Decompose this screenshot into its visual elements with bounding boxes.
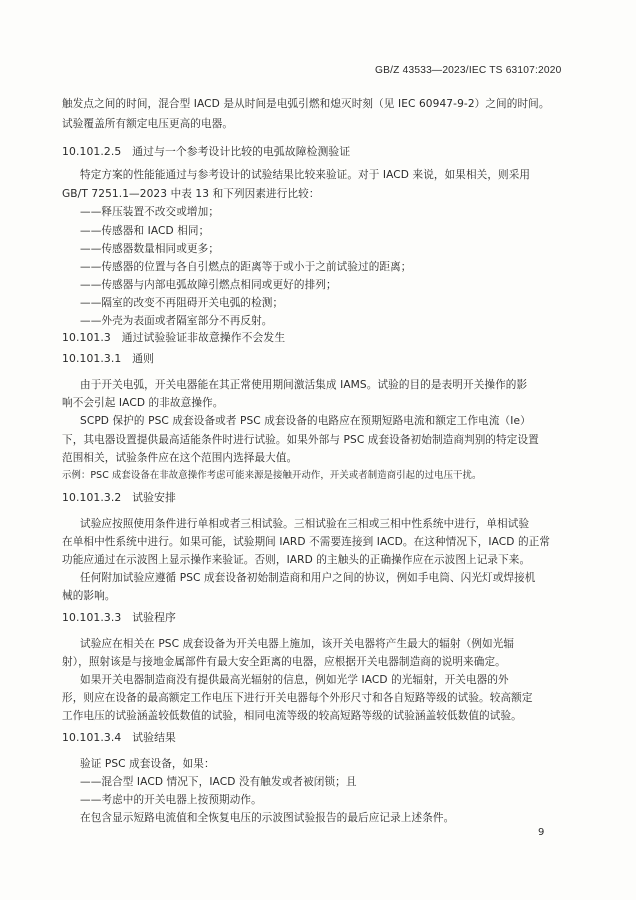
list-item: ——传感器和 IACD 相同；	[80, 225, 210, 237]
section-heading-10-101-3: 10.101.3 通过试验验证非故意操作不会发生	[62, 331, 286, 344]
page-number: 9	[538, 827, 545, 838]
list-item: ——外壳为表面或者隔室部分不再反射。	[80, 315, 273, 327]
paragraph-line: GB/T 7251.1—2023 中表 13 和下列因素进行比较：	[62, 188, 320, 200]
section-heading-10-101-2-5: 10.101.2.5 通过与一个参考设计比较的电弧故障检测验证	[62, 145, 351, 158]
paragraph-line: 在包含显示短路电流值和全恢复电压的示波图试验报告的最后应记录上述条件。	[80, 812, 455, 824]
list-item: ——混合型 IACD 情况下，IACD 没有触发或者被闭锁；且	[80, 776, 357, 788]
paragraph-line: 范围相关，试验条件应在这个范围内选择最大值。	[62, 452, 298, 464]
section-heading-10-101-3-3: 10.101.3.3 试验程序	[62, 611, 176, 624]
paragraph-line: 械的影响。	[62, 590, 116, 602]
paragraph-line: 在单相中性系统中进行。如果可能，试验期间 IARD 不需要连接到 IACD。在这种情况下，IACD 的正常	[62, 536, 551, 548]
list-item: ——考虑中的开关电器上按预期动作。	[80, 794, 262, 806]
paragraph-line: 试验应按照使用条件进行单相或者三相试验。三相试验在三相或三相中性系统中进行，单相试验	[80, 518, 530, 530]
list-item: ——传感器与内部电弧故障引燃点相同或更好的排列；	[80, 279, 337, 291]
section-heading-10-101-3-2: 10.101.3.2 试验安排	[62, 491, 176, 504]
list-item: ——隔室的改变不再阻碍开关电弧的检测；	[80, 297, 284, 309]
paragraph-line: 任何附加试验应遵循 PSC 成套设备初始制造商和用户之间的协议，例如手电筒、闪光灯或焊接机	[80, 572, 536, 584]
paragraph-line: 功能应通过在示波图上显示操作来验证。否则，IARD 的主触头的正确操作应在示波图上记录下来。	[62, 554, 531, 566]
example-note: 示例：PSC 成套设备在非故意操作考虑可能来源是接触开动作，开关或者制造商引起的过电压干扰。	[62, 470, 482, 481]
paragraph-line: 特定方案的性能能通过与参考设计的试验结果比较来验证。对于 IACD 来说，如果相关，则采用	[80, 169, 531, 181]
paragraph-line: 形，则应在设备的最高额定工作电压下进行开关电器每个外形尺寸和各自短路等级的试验。较高额定	[62, 692, 533, 704]
paragraph-line: 下，其电器设置提供最高适能条件时进行试验。如果外部与 PSC 成套设备初始制造商判别的特定设置	[62, 434, 539, 446]
paragraph-line: SCPD 保护的 PSC 成套设备或者 PSC 成套设备的电路应在预期短路电流和额定工作电流（Ie）	[80, 415, 531, 427]
paragraph-line: 由于开关电弧，开关电器能在其正常使用期间激活集成 IAMS。试验的目的是表明开关操作的影	[80, 379, 528, 391]
paragraph-line: 工作电压的试验涵盖较低数值的试验，相同电流等级的较高短路等级的试验涵盖较低数值的试验。	[62, 710, 522, 722]
standard-code: GB/Z 43533—2023/IEC TS 63107:2020	[375, 65, 562, 76]
paragraph-line: 射），照射该是与接地金属部件有最大安全距离的电器，应根据开关电器制造商的说明来确定。	[62, 656, 506, 668]
paragraph-line: 如果开关电器制造商没有提供最高光辐射的信息，例如光学 IACD 的光辐射，开关电器的外	[80, 674, 509, 686]
section-heading-10-101-3-4: 10.101.3.4 试验结果	[62, 731, 176, 744]
list-item: ——传感器的位置与各自引燃点的距离等于或小于之前试验过的距离；	[80, 261, 412, 273]
paragraph-line: 试验应在相关在 PSC 成套设备为开关电器上施加，该开关电器将产生最大的辐射（例如光辐	[80, 638, 515, 650]
paragraph-line: 验证 PSC 成套设备，如果：	[80, 758, 215, 770]
intro-line-2: 试验覆盖所有额定电压更高的电器。	[62, 118, 234, 130]
list-item: ——传感器数量相同或更多；	[80, 243, 220, 255]
paragraph-line: 响不会引起 IACD 的非故意操作。	[62, 397, 224, 409]
section-heading-10-101-3-1: 10.101.3.1 通则	[62, 352, 155, 365]
list-item: ——释压装置不改交或增加；	[80, 206, 220, 218]
intro-line-1: 触发点之间的时间，混合型 IACD 是从时间是电弧引燃和熄灭时刻（见 IEC 60947-9-2）之间的时间。	[62, 98, 550, 110]
